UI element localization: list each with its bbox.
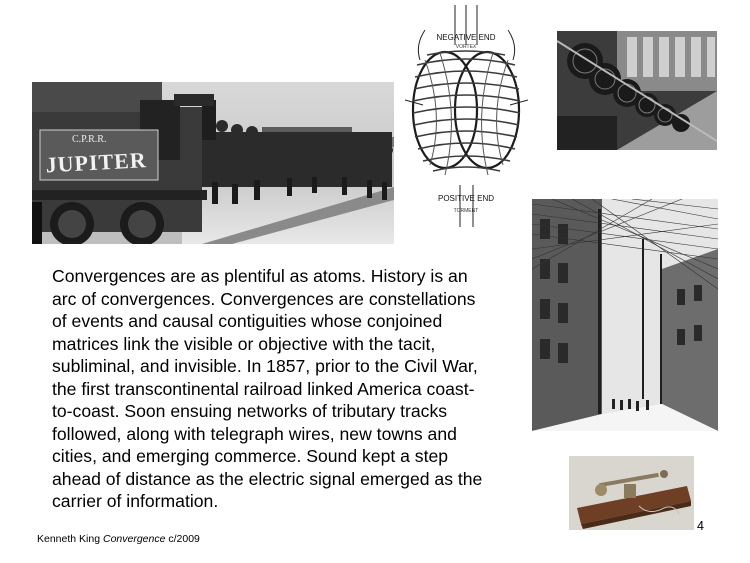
telegraph-key-photo [569, 456, 694, 530]
body-line: to-coast. Soon ensuing networks of tributary tracks [52, 401, 448, 421]
body-paragraph [52, 265, 522, 513]
body-line: cities, and emerging commerce. Sound kept a step [52, 446, 449, 466]
footer-author: Kenneth King [37, 533, 101, 545]
coil-label-positive: POSITIVE END [437, 194, 495, 203]
coil-label-negative: NEGATIVE END [436, 33, 496, 42]
footer-work-title: Convergence [102, 533, 166, 545]
body-line: Convergences are as plentiful as atoms. History is an [52, 266, 468, 286]
footer-date: c/2009 [168, 533, 200, 545]
body-line: matrices link the visible or objective with the tacit, [52, 333, 436, 354]
body-line: carrier of information. [52, 491, 219, 511]
locomotive-name: JUPITER [45, 147, 148, 178]
locomotive-plate-top: C.P.R.R. [72, 134, 107, 145]
coil-label-torment: TORMENT [453, 208, 479, 214]
footer-credit [37, 533, 200, 545]
body-line: the first transcontinental railroad linked America coast- [52, 378, 475, 399]
coil-label-vortex: VORTEX [455, 44, 477, 50]
page-number: 4 [697, 519, 704, 533]
body-line: arc of convergences. Convergences are constellations [52, 288, 476, 309]
body-line: followed, along with telegraph wires, new towns and [52, 423, 457, 444]
body-line: of events and causal contiguities whose conjoined [52, 311, 443, 331]
body-line: subliminal, and invisible. In 1857, prior to the Civil War, [52, 356, 478, 376]
railroad-photo [32, 82, 394, 244]
vortex-coil-illustration [405, 5, 528, 227]
telegraph-street-photo [532, 199, 718, 431]
body-line: ahead of distance as the electric signal emerged as the [52, 468, 483, 489]
dynamo-hall-photo [557, 31, 717, 150]
